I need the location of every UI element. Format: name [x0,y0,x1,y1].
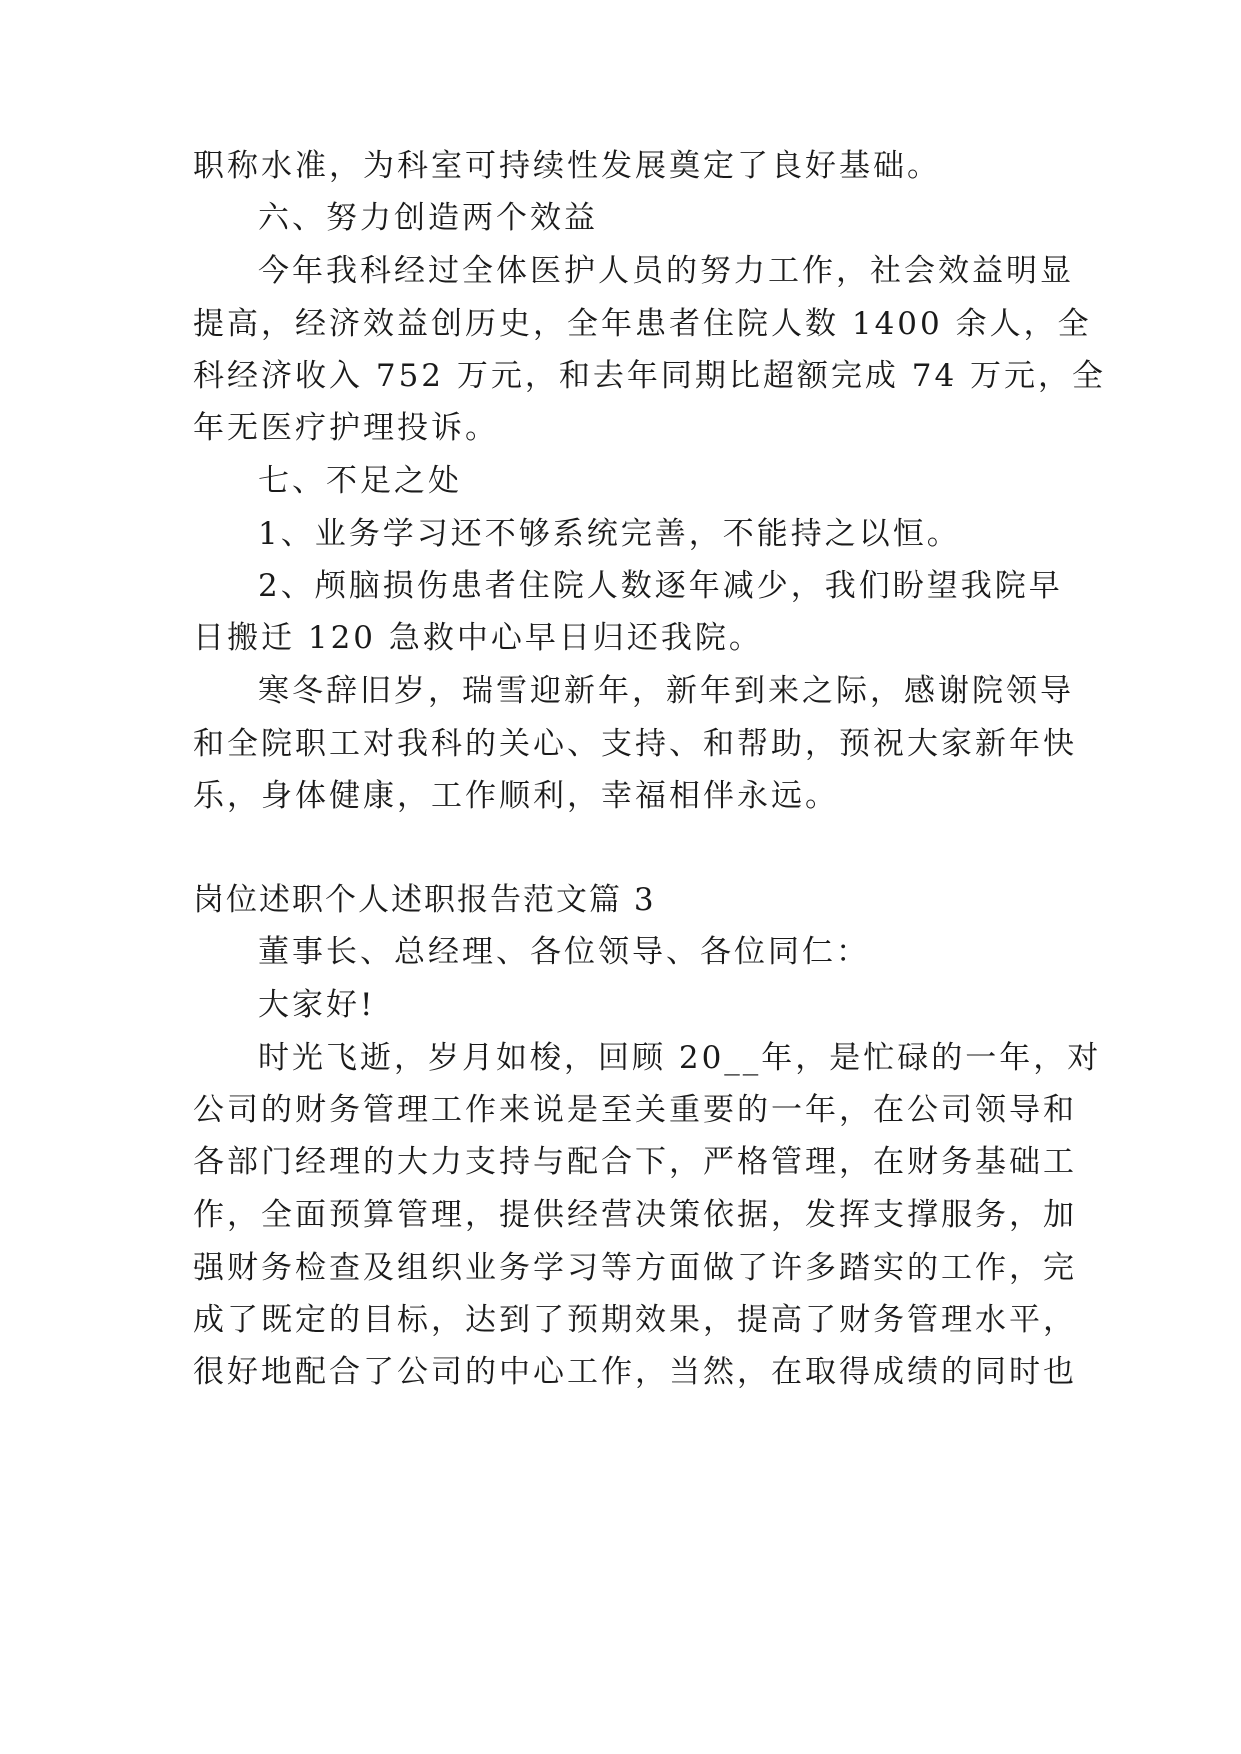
paragraph-line: 各部门经理的大力支持与配合下，严格管理，在财务基础工 [193,1144,1077,1180]
paragraph-line: 寒冬辞旧岁，瑞雪迎新年，新年到来之际，感谢院领导 [258,673,1074,709]
paragraph-line: 科经济收入 752 万元，和去年同期比超额完成 74 万元，全 [193,358,1107,394]
paragraph-line: 成了既定的目标，达到了预期效果，提高了财务管理水平， [193,1302,1077,1338]
paragraph-line: 很好地配合了公司的中心工作，当然，在取得成绩的同时也 [193,1354,1077,1390]
paragraph-line: 年无医疗护理投诉。 [193,410,499,446]
salutation: 董事长、总经理、各位领导、各位同仁： [258,934,870,970]
paragraph-line: 公司的财务管理工作来说是至关重要的一年，在公司领导和 [193,1092,1077,1128]
paragraph-line: 提高，经济效益创历史，全年患者住院人数 1400 余人，全 [193,306,1092,342]
article-title: 岗位述职个人述职报告范文篇 3 [193,882,656,918]
paragraph-line: 职称水准，为科室可持续性发展奠定了良好基础。 [193,148,941,184]
paragraph-line: 强财务检查及组织业务学习等方面做了许多踏实的工作，完 [193,1250,1077,1286]
section-heading: 六、努力创造两个效益 [258,200,598,236]
greeting: 大家好! [258,987,376,1023]
paragraph-line: 乐，身体健康，工作顺利，幸福相伴永远。 [193,778,839,814]
paragraph-line: 日搬迁 120 急救中心早日归还我院。 [193,620,763,656]
paragraph-line: 2、颅脑损伤患者住院人数逐年减少，我们盼望我院早 [258,568,1063,604]
section-heading: 七、不足之处 [258,463,462,499]
paragraph-line: 和全院职工对我科的关心、支持、和帮助，预祝大家新年快 [193,726,1077,762]
paragraph-line: 1、业务学习还不够系统完善，不能持之以恒。 [258,516,961,552]
paragraph-line: 作，全面预算管理，提供经营决策依据，发挥支撑服务，加 [193,1197,1077,1233]
paragraph-line: 今年我科经过全体医护人员的努力工作，社会效益明显 [258,253,1074,289]
paragraph-line: 时光飞逝，岁月如梭，回顾 20__年，是忙碌的一年，对 [258,1040,1102,1076]
